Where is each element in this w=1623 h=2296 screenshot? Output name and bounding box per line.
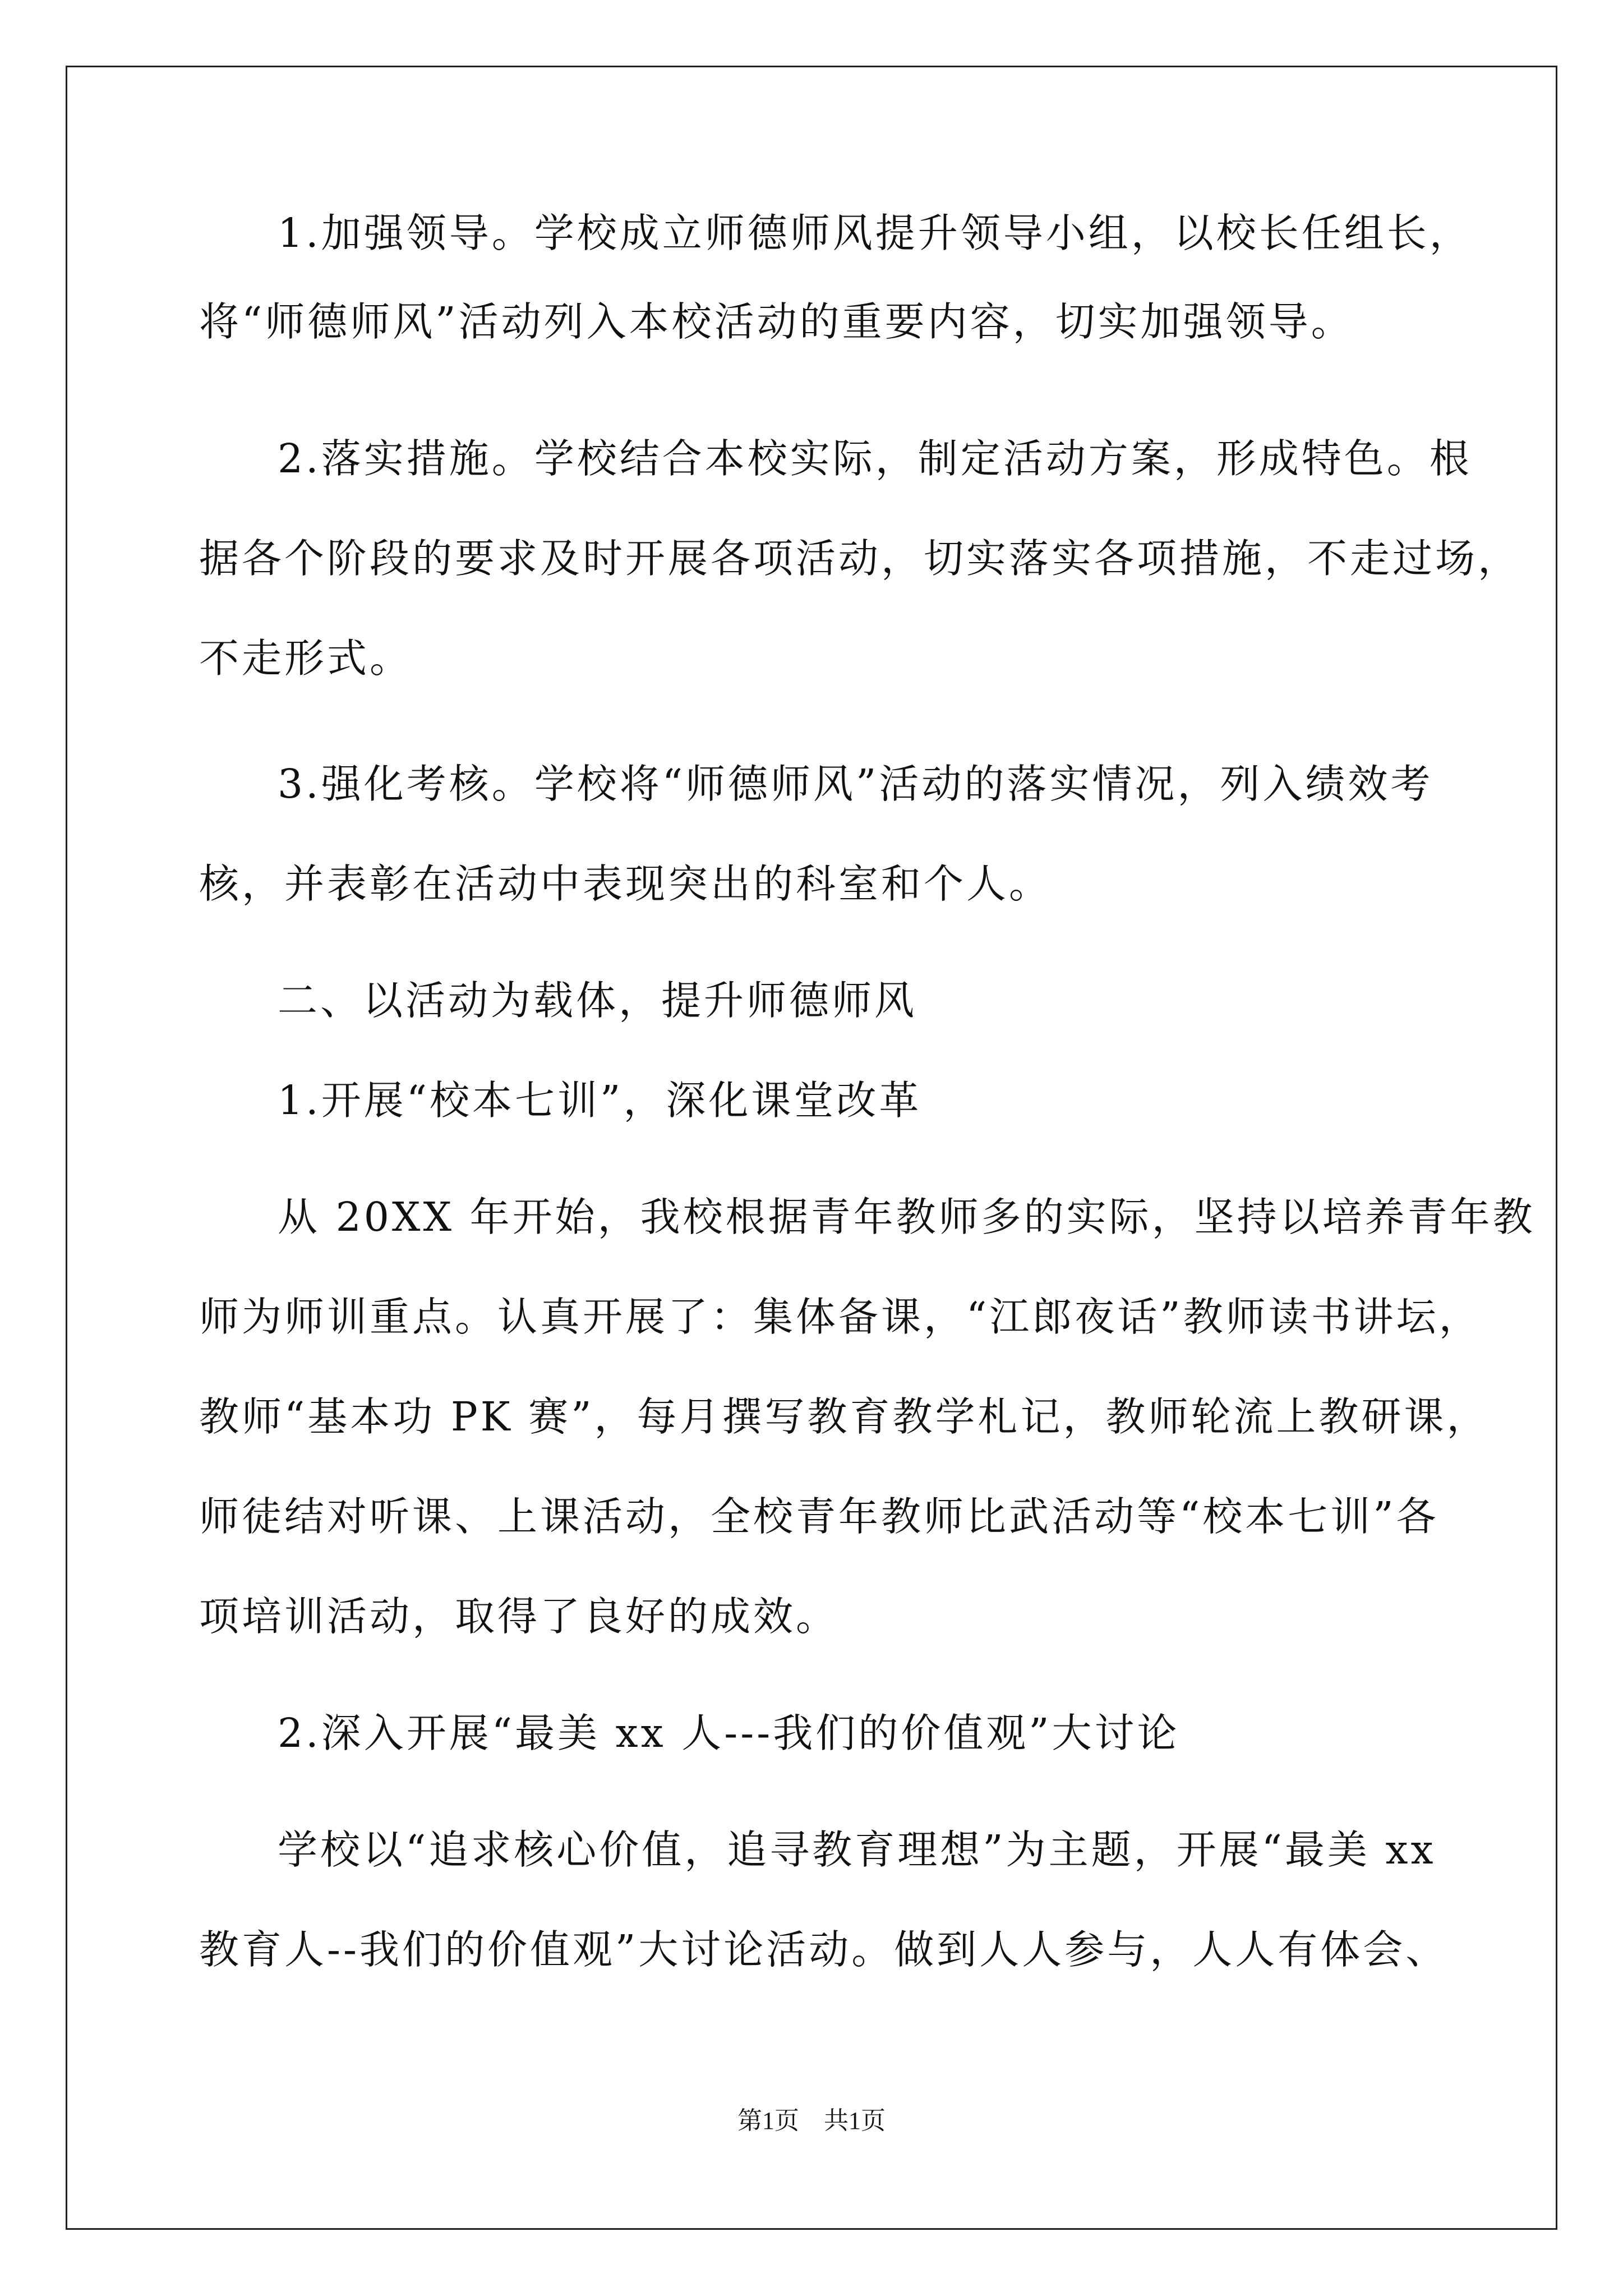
text-line: 据各个阶段的要求及时开展各项活动，切实落实各项措施，不走过场， xyxy=(199,535,1521,582)
section-heading: 二、以活动为载体，提升师德师风 xyxy=(278,977,917,1024)
text-line: 师徒结对听课、上课活动，全校青年教师比武活动等“校本七训”各 xyxy=(199,1493,1439,1540)
text-line: 从 20XX 年开始，我校根据青年教师多的实际，坚持以培养青年教 xyxy=(278,1194,1536,1240)
text-line: 师为师训重点。认真开展了：集体备课，“江郎夜话”教师读书讲坛， xyxy=(199,1294,1482,1340)
subsection-heading: 2.深入开展“最美 xx 人---我们的价值观”大讨论 xyxy=(278,1710,1180,1756)
text-line: 2.落实措施。学校结合本校实际，制定活动方案，形成特色。根 xyxy=(278,435,1472,482)
page-number: 第1页 共1页 xyxy=(737,2107,886,2134)
text-line: 核，并表彰在活动中表现突出的科室和个人。 xyxy=(199,861,1052,907)
text-line: 项培训活动，取得了良好的成效。 xyxy=(199,1593,839,1640)
text-line: 将“师德师风”活动列入本校活动的重要内容，切实加强领导。 xyxy=(199,298,1354,345)
text-line: 不走形式。 xyxy=(199,635,413,682)
text-line: 教育人--我们的价值观”大讨论活动。做到人人参与，人人有体会、 xyxy=(199,1926,1449,1973)
page-border xyxy=(66,66,1557,2230)
text-line: 1.加强领导。学校成立师德师风提升领导小组，以校长任组长， xyxy=(278,210,1472,256)
text-line: 教师“基本功 PK 赛”，每月撰写教育教学札记，教师轮流上教研课， xyxy=(199,1393,1490,1440)
subsection-heading: 1.开展“校本七训”，深化课堂改革 xyxy=(278,1077,922,1124)
text-line: 3.强化考核。学校将“师德师风”活动的落实情况，列入绩效考 xyxy=(278,761,1433,807)
text-line: 学校以“追求核心价值，追寻教育理想”为主题，开展“最美 xx xyxy=(278,1826,1436,1873)
